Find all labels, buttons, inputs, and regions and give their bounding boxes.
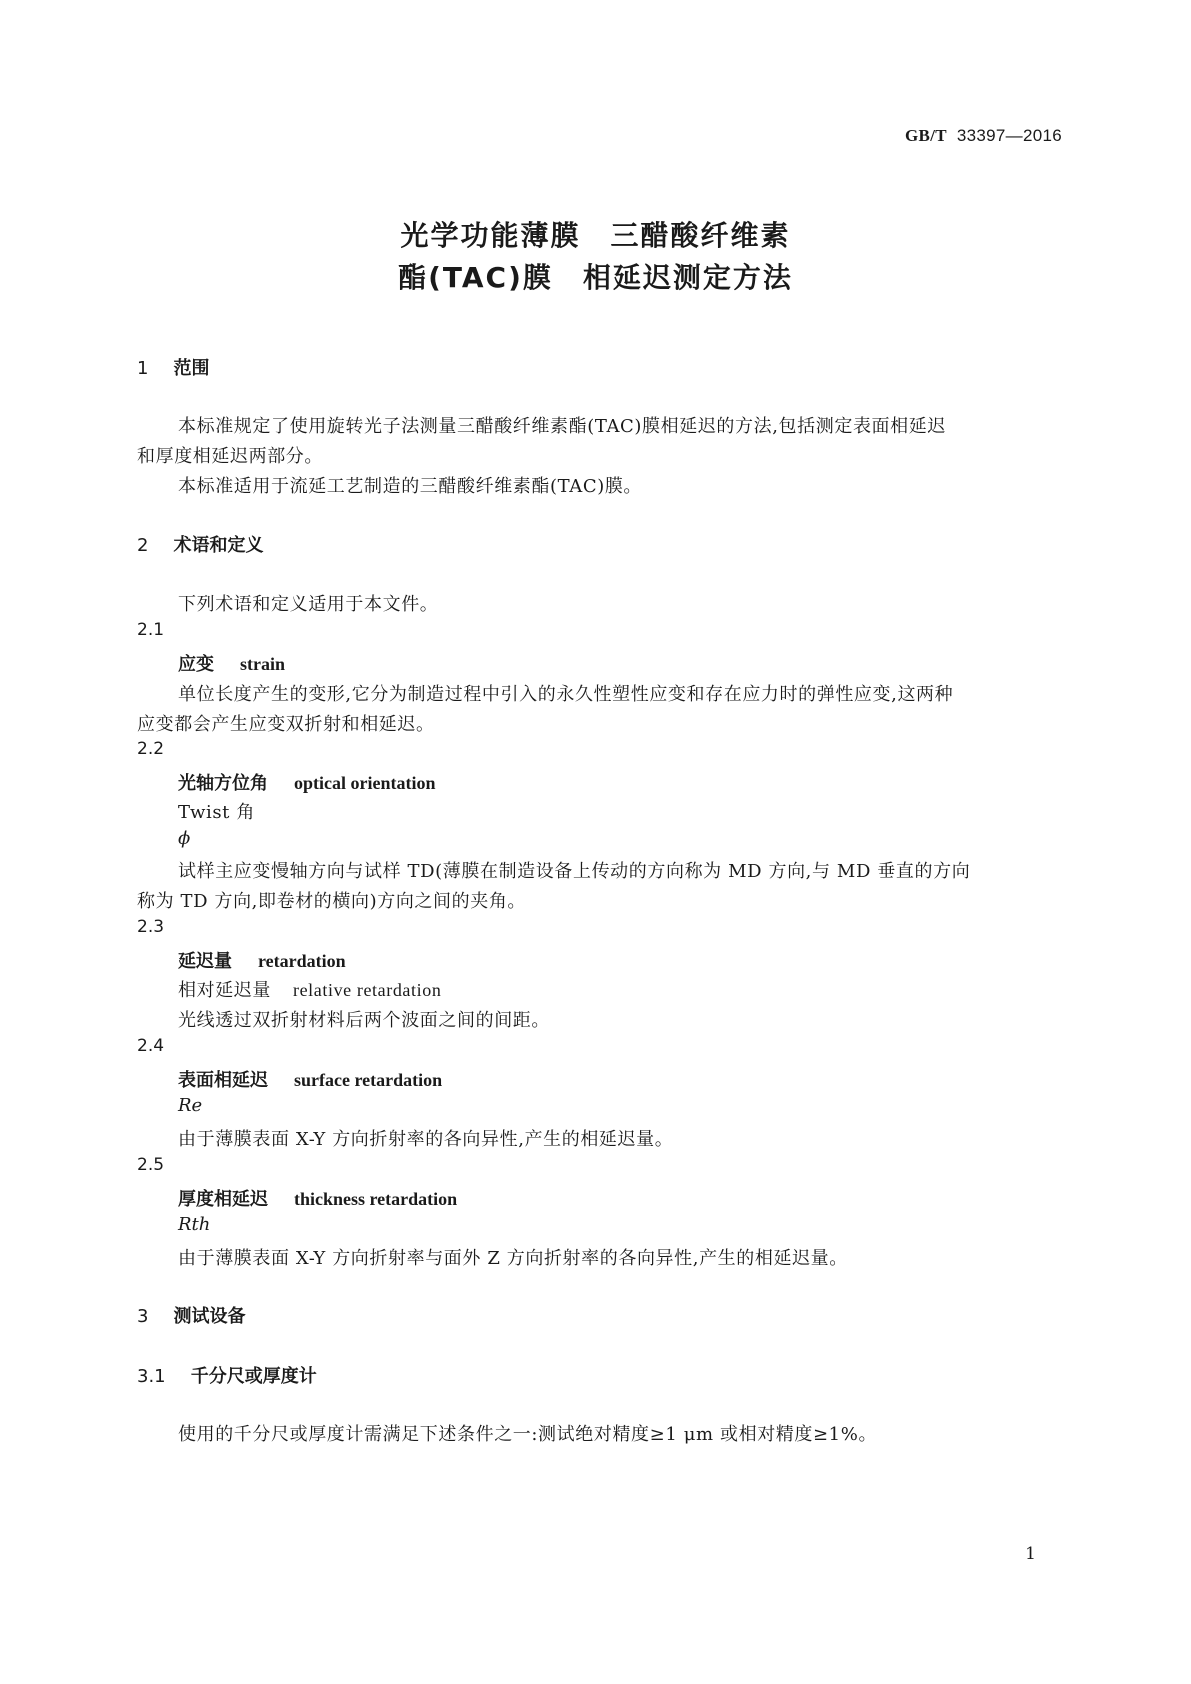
section-1-heading — [137, 354, 210, 380]
subsection-3-1-text: 使用的千分尺或厚度计需满足下述条件之一:测试绝对精度≥1 μm 或相对精度≥1%。 — [178, 1424, 878, 1445]
section-number: 3 — [137, 1306, 149, 1327]
section-2-heading — [137, 531, 264, 557]
document-title-line2: 酯(TAC)膜 相延迟测定方法 — [398, 261, 793, 294]
scope-paragraph-1-line2: 和厚度相延迟两部分。 — [137, 446, 323, 467]
term-synonym: Twist 角 — [178, 802, 255, 823]
term-definition-line1: 单位长度产生的变形,它分为制造过程中引入的永久性塑性应变和存在应力时的弹性应变,这两种 — [178, 684, 954, 705]
subsection-number: 3.1 — [137, 1366, 166, 1387]
page-number: 1 — [1025, 1544, 1036, 1564]
section-number: 1 — [137, 358, 149, 379]
term-number: 2.1 — [137, 620, 165, 640]
term-en: strain — [240, 654, 285, 674]
synonym-zh: 相对延迟量 — [178, 980, 271, 1001]
term-symbol: Re — [178, 1095, 203, 1116]
term-zh: 厚度相延迟 — [178, 1189, 268, 1210]
term-zh: 延迟量 — [178, 951, 232, 972]
subsection-3-1-heading — [137, 1362, 317, 1388]
term-number: 2.5 — [137, 1155, 165, 1175]
term-definition-line2: 称为 TD 方向,即卷材的横向)方向之间的夹角。 — [137, 891, 527, 912]
term-zh: 表面相延迟 — [178, 1070, 268, 1091]
term-en: retardation — [258, 951, 346, 971]
section-number: 2 — [137, 535, 149, 556]
term-number: 2.2 — [137, 739, 165, 759]
term-symbol: Rth — [178, 1214, 211, 1235]
term-2-1 — [178, 650, 285, 676]
term-en: thickness retardation — [294, 1189, 458, 1209]
term-definition-line2: 应变都会产生应变双折射和相延迟。 — [137, 714, 435, 735]
subsection-title: 千分尺或厚度计 — [190, 1366, 317, 1387]
scope-paragraph-1-line1: 本标准规定了使用旋转光子法测量三醋酸纤维素酯(TAC)膜相延迟的方法,包括测定表面相延迟 — [178, 416, 946, 437]
document-title-line1: 光学功能薄膜 三醋酸纤维素 — [400, 219, 791, 252]
section-3-heading — [137, 1302, 246, 1328]
terms-intro: 下列术语和定义适用于本文件。 — [178, 594, 439, 615]
term-synonym — [178, 976, 441, 1002]
term-2-5 — [178, 1185, 457, 1211]
term-number: 2.3 — [137, 917, 165, 937]
term-zh: 应变 — [178, 654, 214, 675]
term-en: optical orientation — [294, 773, 436, 793]
synonym-en: relative retardation — [293, 980, 442, 1000]
section-title: 测试设备 — [173, 1306, 246, 1327]
standard-year: 33397—2016 — [956, 126, 1062, 145]
term-en: surface retardation — [294, 1070, 443, 1090]
term-2-4 — [178, 1066, 442, 1092]
standard-number — [0, 126, 1062, 146]
term-definition: 由于薄膜表面 X-Y 方向折射率的各向异性,产生的相延迟量。 — [178, 1129, 674, 1150]
term-definition: 由于薄膜表面 X-Y 方向折射率与面外 Z 方向折射率的各向异性,产生的相延迟量。 — [178, 1248, 848, 1269]
term-definition-line1: 试样主应变慢轴方向与试样 TD(薄膜在制造设备上传动的方向称为 MD 方向,与 MD 垂直的方向 — [178, 861, 971, 882]
section-title: 范围 — [173, 358, 210, 379]
standard-code: GB/T — [905, 126, 947, 145]
term-symbol: ϕ — [178, 828, 191, 849]
scope-paragraph-2: 本标准适用于流延工艺制造的三醋酸纤维素酯(TAC)膜。 — [178, 476, 643, 497]
term-2-3 — [178, 947, 346, 973]
term-zh: 光轴方位角 — [178, 773, 268, 794]
term-2-2 — [178, 769, 436, 795]
term-definition: 光线透过双折射材料后两个波面之间的间距。 — [178, 1010, 550, 1031]
term-number: 2.4 — [137, 1036, 165, 1056]
section-title: 术语和定义 — [173, 535, 264, 556]
